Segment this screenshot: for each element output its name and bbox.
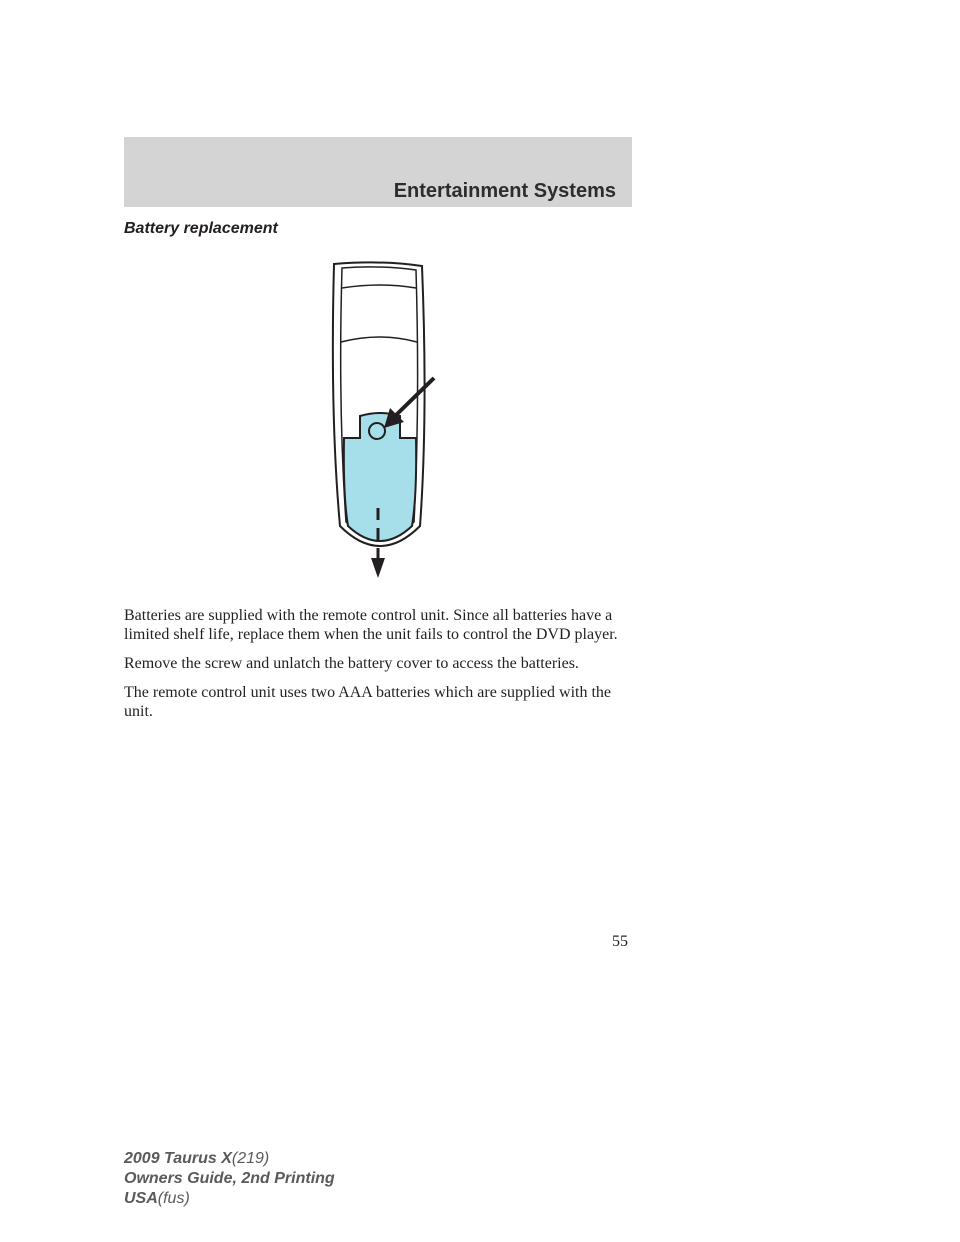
footer-line-3	[124, 1189, 335, 1209]
body-text	[124, 606, 636, 731]
footer-model: 2009 Taurus X	[124, 1150, 232, 1167]
paragraph-remove-screw: Remove the screw and unlatch the battery cover to access the batteries.	[124, 655, 579, 672]
footer-model-code: (219)	[231, 1150, 270, 1167]
footer-market: USA	[124, 1190, 158, 1207]
footer-guide: Owners Guide, 2nd Printing	[124, 1170, 335, 1187]
footer-line-2	[124, 1169, 335, 1189]
paragraph-batteries-supplied: Batteries are supplied with the remote control unit. Since all batteries have a limited shelf life, replace them when the unit fails to control the DVD player.	[124, 607, 618, 643]
footer-line-1	[124, 1149, 335, 1169]
remote-control-illustration-icon	[300, 256, 460, 586]
footer	[124, 1149, 335, 1209]
footer-market-code: (fus)	[157, 1190, 190, 1207]
remote-control-figure	[300, 256, 460, 586]
page-number: 55	[612, 933, 628, 950]
paragraph-aaa-batteries: The remote control unit uses two AAA batteries which are supplied with the unit.	[124, 684, 611, 720]
section-title: Entertainment Systems	[393, 180, 616, 202]
screw-icon	[369, 423, 385, 439]
subheading: Battery replacement	[124, 220, 278, 237]
slide-down-arrow-icon	[371, 558, 385, 578]
header-band	[124, 137, 632, 207]
